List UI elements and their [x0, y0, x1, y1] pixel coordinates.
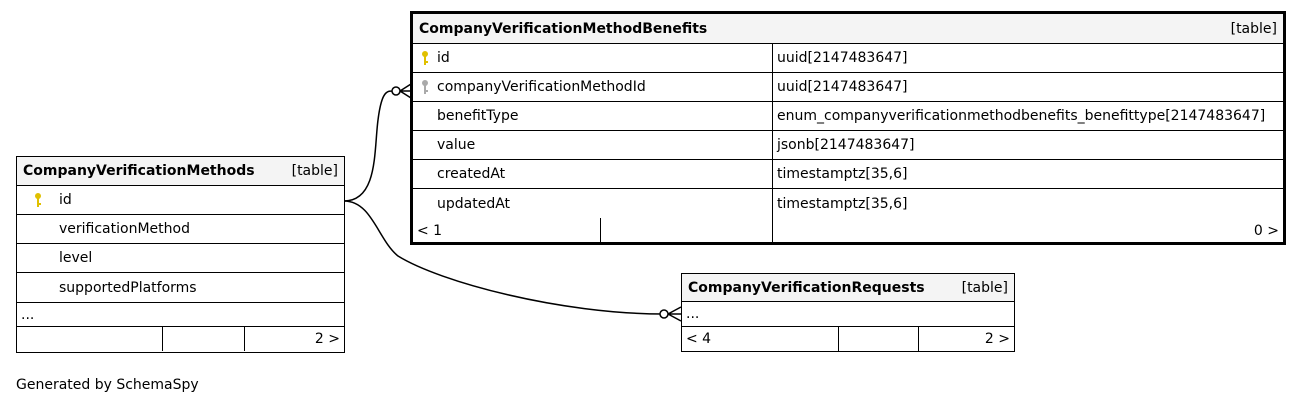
column-row[interactable] — [17, 186, 344, 215]
column-name-cell — [413, 189, 773, 218]
footer-parents-link[interactable]: < 1 — [413, 218, 601, 243]
column-name-cell — [413, 73, 773, 101]
column-name-cell — [413, 44, 773, 72]
column-name: benefitType — [437, 108, 519, 124]
column-row[interactable] — [413, 160, 1283, 189]
column-row[interactable] — [17, 244, 344, 273]
table-company-verification-methods[interactable] — [16, 156, 345, 353]
key-slot — [413, 50, 437, 66]
column-type: timestamptz[35,6] — [777, 195, 908, 212]
ellipsis-row — [17, 302, 344, 327]
key-slot — [413, 79, 437, 95]
column-row[interactable] — [413, 73, 1283, 102]
table-footer — [17, 327, 344, 351]
column-row[interactable] — [413, 44, 1283, 73]
footer-spacer — [163, 327, 245, 351]
footer-children-link[interactable]: 2 > — [314, 331, 340, 347]
column-row[interactable] — [413, 189, 1283, 218]
column-type: timestamptz[35,6] — [777, 166, 908, 182]
column-name: verificationMethod — [59, 221, 190, 237]
column-row[interactable] — [17, 215, 344, 244]
footer-children-link[interactable]: 2 > — [984, 331, 1010, 347]
column-name: id — [59, 192, 72, 208]
column-name: id — [437, 50, 450, 66]
column-type: enum_companyverificationmethodbenefits_benefittype[2147483647] — [777, 108, 1266, 124]
column-name-cell — [17, 273, 344, 302]
table-company-verification-requests[interactable] — [681, 273, 1015, 352]
column-type: uuid[2147483647] — [777, 50, 908, 66]
footer-spacer — [601, 218, 773, 243]
primary-key-icon — [33, 192, 43, 208]
column-name: level — [59, 250, 93, 266]
column-name: createdAt — [437, 166, 506, 182]
column-name-cell — [413, 102, 773, 130]
footer-parents-link[interactable]: < 4 — [682, 327, 839, 351]
footer-parents-link[interactable] — [17, 327, 163, 351]
table-kind: [table] — [291, 163, 338, 179]
column-name: value — [437, 137, 476, 153]
column-name-cell — [17, 244, 344, 272]
table-header — [682, 274, 1014, 302]
relationship-crowfoot — [668, 307, 681, 321]
column-row[interactable] — [17, 273, 344, 302]
table-company-verification-method-benefits[interactable] — [410, 11, 1286, 245]
table-header — [17, 157, 344, 186]
footer-spacer — [839, 327, 919, 351]
relationship-zero-marker — [660, 310, 668, 318]
column-type: uuid[2147483647] — [777, 79, 908, 95]
table-footer — [413, 218, 1283, 243]
table-kind: [table] — [1230, 20, 1277, 37]
foreign-key-icon — [420, 79, 430, 95]
generated-by-note: Generated by SchemaSpy — [16, 377, 199, 393]
relationship-zero-marker — [392, 87, 400, 95]
primary-key-icon — [420, 50, 430, 66]
column-name: updatedAt — [437, 195, 511, 212]
column-name-cell — [413, 131, 773, 159]
column-name-cell — [17, 215, 344, 243]
table-name[interactable]: CompanyVerificationMethods — [23, 163, 255, 179]
column-name: companyVerificationMethodId — [437, 79, 646, 95]
relationship-methods-to-benefits — [344, 91, 396, 201]
ellipsis-row — [682, 302, 1014, 327]
column-row[interactable] — [413, 102, 1283, 131]
column-name-cell — [413, 160, 773, 188]
column-row[interactable] — [413, 131, 1283, 160]
table-header — [413, 14, 1283, 44]
table-name[interactable]: CompanyVerificationRequests — [688, 279, 925, 296]
table-name[interactable]: CompanyVerificationMethodBenefits — [419, 20, 708, 37]
ellipsis: ... — [21, 306, 35, 323]
column-name-cell — [17, 186, 344, 214]
ellipsis: ... — [686, 306, 700, 322]
column-type: jsonb[2147483647] — [777, 137, 915, 153]
key-slot — [17, 192, 59, 208]
column-name: supportedPlatforms — [59, 279, 197, 296]
footer-children-link[interactable]: 0 > — [1253, 222, 1279, 239]
table-kind: [table] — [961, 279, 1008, 296]
table-footer — [682, 327, 1014, 351]
